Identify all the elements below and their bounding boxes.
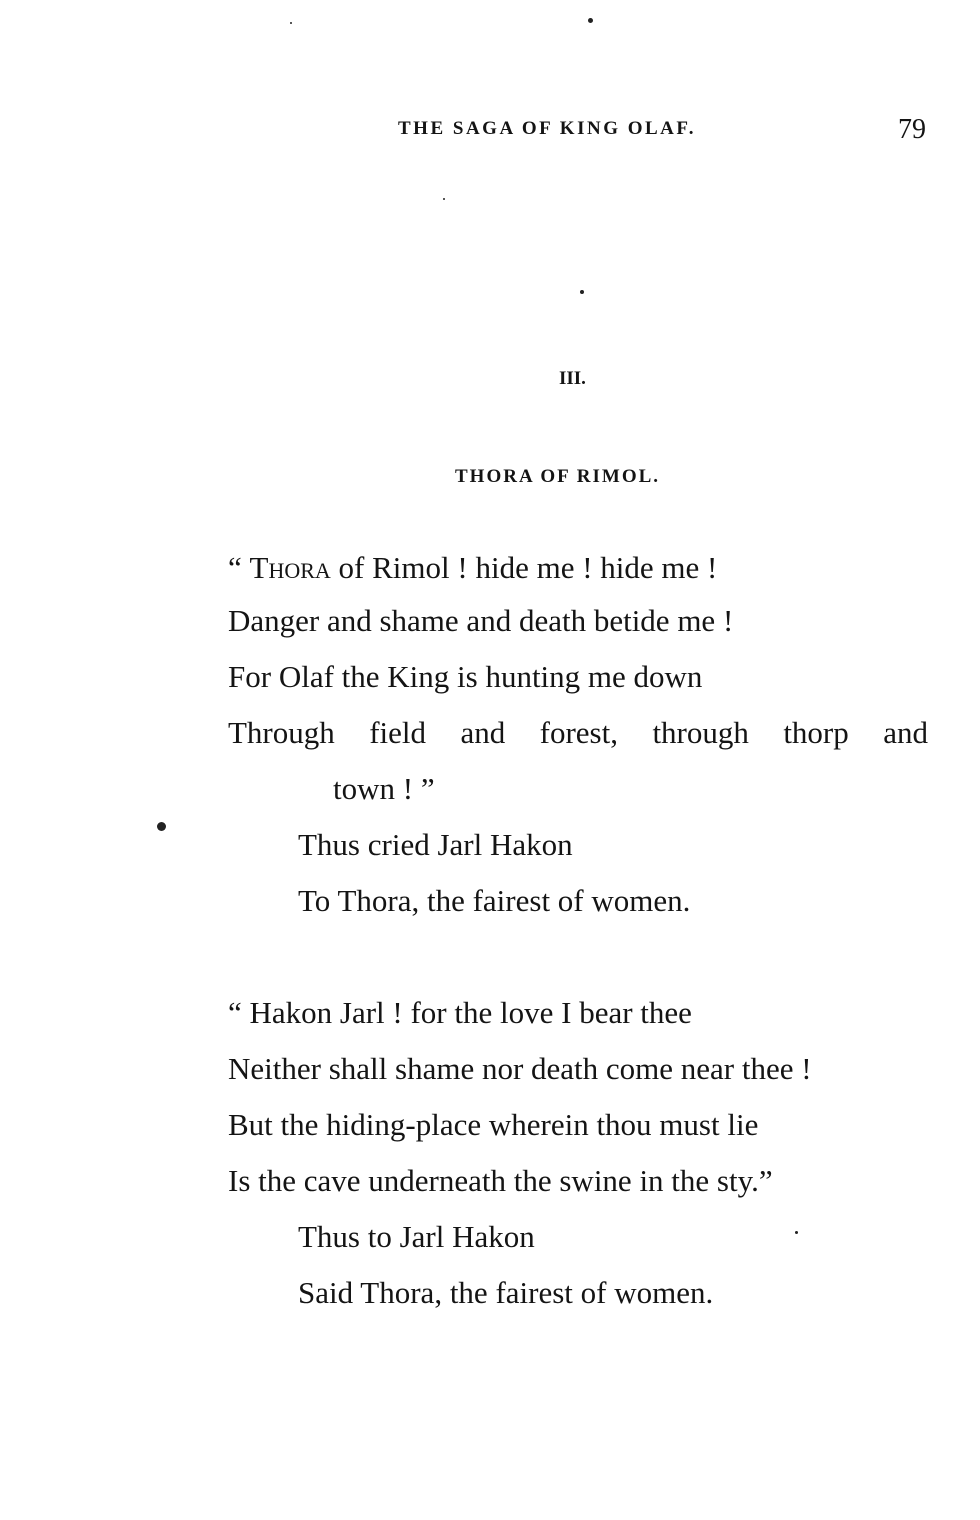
word: Through [228, 715, 335, 750]
poem-line: For Olaf the King is hunting me down [228, 659, 703, 694]
word: and [460, 715, 506, 750]
scan-speck [588, 18, 593, 23]
poem-line-refrain: Said Thora, the fairest of women. [298, 1275, 714, 1310]
section-numeral: III. [559, 368, 586, 389]
scan-speck [157, 822, 166, 831]
scan-speck [443, 198, 445, 200]
poem-line-refrain: To Thora, the fairest of women. [298, 883, 691, 918]
poem-line-refrain: Thus to Jarl Hakon [298, 1219, 535, 1254]
line-text: of Rimol ! hide me ! hide me ! [330, 550, 718, 585]
open-quote: “ [228, 550, 250, 585]
scan-speck [580, 290, 584, 294]
poem-line-continuation: town ! ” [333, 771, 435, 806]
poem-line: Is the cave underneath the swine in the sty.” [228, 1163, 773, 1198]
poem-line: Neither shall shame nor death come near thee ! [228, 1051, 812, 1086]
poem-line-refrain: Thus cried Jarl Hakon [298, 827, 573, 862]
poem-line: Danger and shame and death betide me ! [228, 603, 734, 638]
page-number: 79 [898, 114, 926, 145]
word: forest, [539, 715, 618, 750]
word: thorp [783, 715, 849, 750]
poem-line: But the hiding-place wherein thou must lie [228, 1107, 759, 1142]
running-title: THE SAGA OF KING OLAF. [398, 118, 697, 139]
word: and [883, 715, 928, 750]
poem-line: “ Hakon Jarl ! for the love I bear thee [228, 995, 692, 1030]
small-caps-name: Thora [249, 550, 331, 585]
word: field [369, 715, 427, 750]
scan-speck [290, 22, 292, 24]
word: through [652, 715, 749, 750]
scan-speck [795, 1231, 798, 1234]
poem-line-justified [228, 717, 928, 748]
poem-line [228, 552, 717, 583]
section-title: THORA OF RIMOL. [455, 466, 661, 487]
